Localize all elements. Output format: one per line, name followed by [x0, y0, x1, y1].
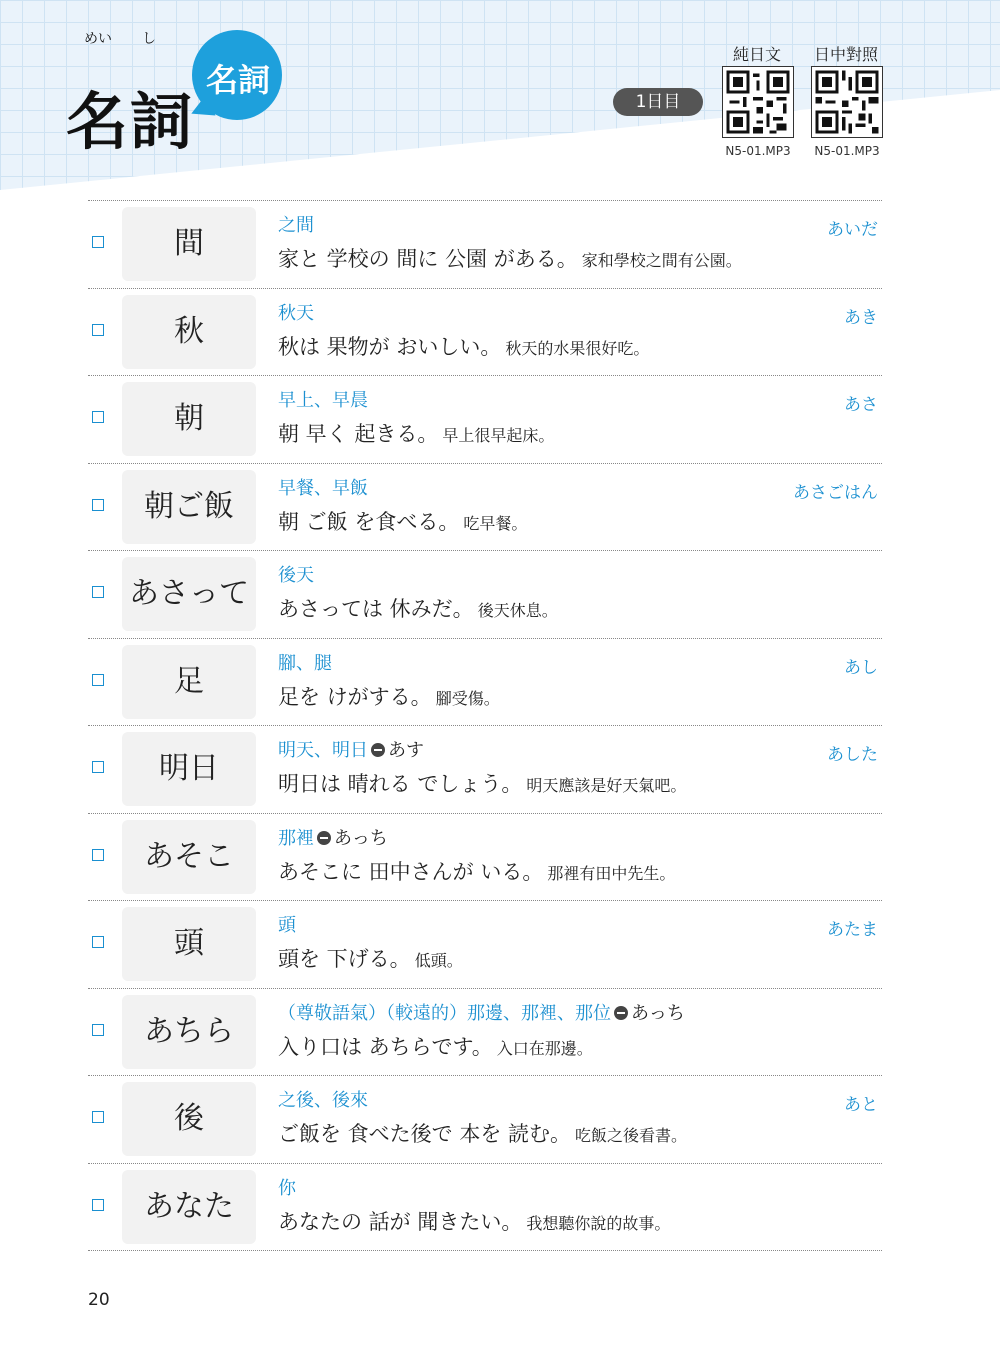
example-japanese: 明日は 晴れる でしょう。 [278, 772, 523, 796]
checkbox[interactable] [92, 849, 104, 861]
vocab-entry [88, 550, 882, 638]
vocab-entry [88, 375, 882, 463]
vocab-entry [88, 900, 882, 988]
vocab-synonym: あす [388, 740, 424, 761]
vocab-word: あちら [122, 995, 256, 1069]
vocab-word: 朝 [122, 382, 256, 456]
day-badge: 1日目 [613, 88, 703, 116]
qr-label-bilingual: 日中對照 [813, 45, 878, 64]
example-sentence [278, 593, 558, 623]
example-translation: 家和學校之間有公園。 [581, 251, 742, 270]
qr-code-japanese-icon[interactable] [722, 66, 794, 138]
example-japanese: 秋は 果物が おいしい。 [278, 334, 502, 359]
example-sentence [278, 243, 742, 273]
example-sentence [278, 1118, 687, 1148]
vocab-meaning-text: 那裡 [278, 827, 314, 849]
qr-file-japanese: N5-01.MP3 [725, 144, 791, 158]
example-translation: 那裡有田中先生。 [547, 863, 676, 883]
checkbox[interactable] [92, 324, 104, 336]
vocab-word: 朝ご飯 [122, 470, 256, 544]
speech-bubble-text: 名詞 [205, 61, 270, 99]
vocab-synonym: あっち [631, 1002, 685, 1024]
example-sentence [278, 1031, 593, 1061]
vocab-reading: あさごはん [793, 482, 878, 503]
example-japanese: 家と 学校の 間に 公園 がある。 [278, 247, 578, 271]
example-japanese: 頭を 下げる。 [278, 947, 411, 971]
example-translation: 我想聽你說的故事。 [526, 1213, 671, 1233]
checkbox[interactable] [92, 1199, 104, 1211]
vocab-meaning-text: （尊敬語氣）（較遠的）那邊、那裡、那位 [278, 1002, 611, 1024]
example-sentence [278, 856, 675, 886]
vocab-entry [88, 725, 882, 813]
qr-label-japanese: 純日文 [732, 45, 781, 64]
qr-file-bilingual: N5-01.MP3 [814, 144, 880, 158]
vocab-meaning-text: 明天、明日 [278, 740, 368, 761]
checkbox[interactable] [92, 1111, 104, 1123]
example-sentence [278, 1206, 670, 1236]
example-japanese: 入り口は あちらです。 [278, 1034, 493, 1059]
example-japanese: あそこに 田中さんが いる。 [278, 859, 544, 884]
vocab-reading: あと [844, 1095, 878, 1115]
vocab-reading: あき [844, 307, 878, 328]
vocab-reading: あした [827, 745, 878, 765]
checkbox[interactable] [92, 236, 104, 248]
vocab-meaning: 秋天 [278, 302, 314, 324]
checkbox[interactable] [92, 586, 104, 598]
vocab-word: 後 [122, 1082, 256, 1156]
example-translation: 腳受傷。 [435, 688, 500, 708]
synonym-icon [614, 1006, 628, 1020]
example-translation: 秋天的水果很好吃。 [505, 338, 650, 358]
example-translation: 低頭。 [414, 951, 463, 970]
example-japanese: あさっては 休みだ。 [278, 597, 474, 621]
example-translation: 明天應該是好天氣吧。 [526, 776, 687, 795]
title-ruby-shi: し [142, 31, 156, 47]
vocab-word: あなた [122, 1170, 256, 1244]
vocab-entry [88, 463, 882, 551]
vocab-word: 秋 [122, 295, 256, 369]
vocab-meaning [278, 999, 685, 1025]
vocab-word: あそこ [122, 820, 256, 894]
vocab-meaning: 之後、後來 [278, 1090, 368, 1111]
example-sentence [278, 943, 463, 973]
example-japanese: あなたの 話が 聞きたい。 [278, 1209, 523, 1234]
example-sentence [278, 331, 649, 361]
qr-code-bilingual-icon[interactable] [811, 66, 883, 138]
example-translation: 入口在那邊。 [496, 1038, 593, 1058]
vocab-meaning: 之間 [278, 215, 314, 236]
vocab-reading: あさ [844, 395, 878, 415]
vocab-meaning: 早上、早晨 [278, 390, 368, 411]
example-sentence [278, 418, 554, 448]
example-japanese: ご飯を 食べた後で 本を 読む。 [278, 1122, 572, 1146]
synonym-icon [317, 831, 331, 845]
vocab-synonym: あっち [334, 827, 388, 849]
vocab-meaning: 腳、腿 [278, 652, 332, 674]
vocab-word: 間 [122, 207, 256, 281]
vocab-entry [88, 638, 882, 726]
example-translation: 後天休息。 [477, 601, 558, 620]
example-japanese: 足を けがする。 [278, 684, 432, 709]
page-number: 20 [88, 1290, 110, 1310]
checkbox[interactable] [92, 499, 104, 511]
vocab-word: 足 [122, 645, 256, 719]
checkbox[interactable] [92, 411, 104, 423]
title-ruby-mei: めい [84, 31, 112, 47]
vocab-reading: あいだ [827, 220, 878, 240]
vocab-entry [88, 1075, 882, 1163]
example-sentence [278, 681, 500, 711]
example-translation: 早上很早起床。 [442, 426, 555, 445]
checkbox[interactable] [92, 761, 104, 773]
vocab-meaning [278, 824, 388, 850]
vocab-entry [88, 288, 882, 376]
checkbox[interactable] [92, 1024, 104, 1036]
vocab-entry [88, 988, 882, 1076]
example-japanese: 朝 早く 起きる。 [278, 422, 439, 446]
checkbox[interactable] [92, 674, 104, 686]
vocab-meaning: 頭 [278, 915, 296, 936]
vocab-meaning: 後天 [278, 565, 314, 586]
vocab-meaning [278, 736, 424, 762]
vocab-reading: あたま [827, 920, 878, 940]
vocab-entry [88, 1163, 882, 1252]
vocab-entry [88, 813, 882, 901]
vocab-reading: あし [844, 657, 878, 678]
vocabulary-list [88, 200, 882, 1251]
page-title: 名詞 [66, 85, 195, 158]
vocab-meaning: 你 [278, 1177, 296, 1199]
synonym-icon [371, 743, 385, 757]
vocab-word: 頭 [122, 907, 256, 981]
checkbox[interactable] [92, 936, 104, 948]
vocab-meaning: 早餐、早飯 [278, 477, 368, 499]
vocab-word: 明日 [122, 732, 256, 806]
example-translation: 吃飯之後看書。 [575, 1126, 688, 1145]
example-translation: 吃早餐。 [463, 513, 528, 533]
vocab-word: あさって [122, 557, 256, 631]
example-sentence [278, 768, 686, 798]
example-sentence [278, 506, 527, 536]
vocab-entry [88, 200, 882, 288]
example-japanese: 朝 ご飯 を食べる。 [278, 509, 460, 534]
